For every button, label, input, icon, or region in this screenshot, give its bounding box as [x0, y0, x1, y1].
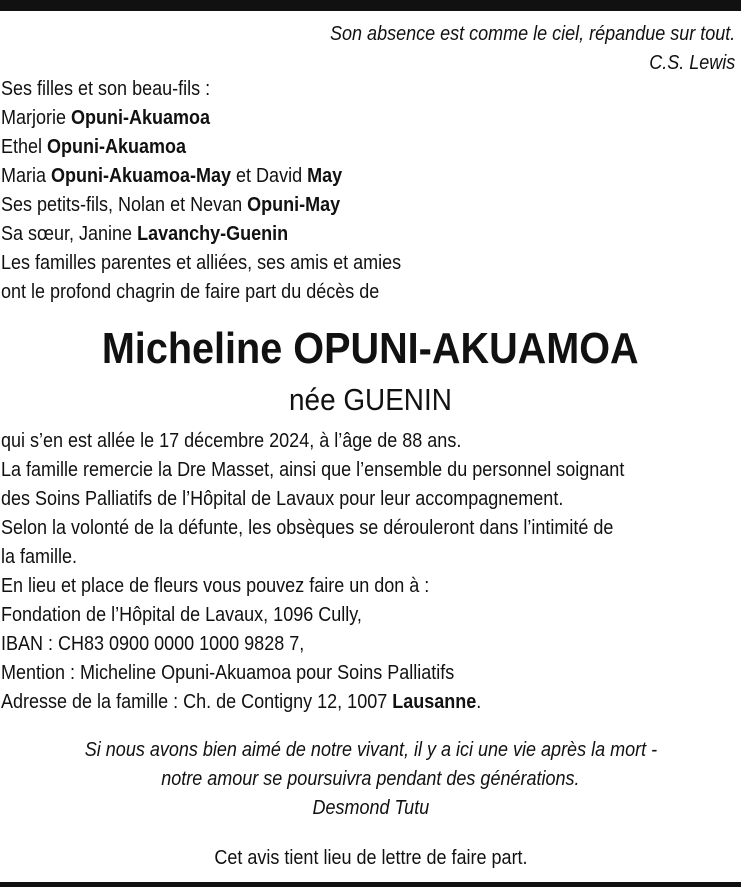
body-line: En lieu et place de fleurs vous pouvez faire un don à : [1, 575, 430, 597]
family-member: Ethel Opuni-Akuamoa [1, 136, 187, 158]
closing-note: Cet avis tient lieu de lettre de faire part. [213, 847, 528, 869]
announcement-line: ont le profond chagrin de faire part du décès de [1, 281, 380, 303]
opening-quote-text: Son absence est comme le ciel, répandue sur tout. [329, 23, 735, 45]
body-line: Fondation de l’Hôpital de Lavaux, 1096 Cully, [1, 604, 362, 626]
family-member: Maria Opuni-Akuamoa-May et David May [1, 165, 343, 187]
families-line: Les familles parentes et alliées, ses amis et amies [1, 252, 402, 274]
closing-quote-line: notre amour se poursuivra pendant des générations. [161, 768, 580, 790]
family-member: Marjorie Opuni-Akuamoa [1, 107, 211, 129]
maiden-name-block [0, 381, 741, 419]
body-line: IBAN : CH83 0900 0000 1000 9828 7, [1, 633, 305, 655]
deceased-name-block [0, 322, 741, 376]
deceased-name: Micheline OPUNI-AKUAMOA [102, 324, 639, 373]
family-address: Adresse de la famille : Ch. de Contigny 12, 1007 Lausanne. [1, 691, 482, 713]
closing-note-block [0, 844, 741, 873]
family-list [1, 75, 401, 307]
opening-quote-author: C.S. Lewis [648, 52, 735, 74]
top-border [0, 0, 741, 11]
bottom-border [0, 882, 741, 887]
body-line: La famille remercie la Dre Masset, ainsi que l’ensemble du personnel soignant [1, 459, 625, 481]
body-line: des Soins Palliatifs de l’Hôpital de Lavaux pour leur accompagnement. [1, 488, 564, 510]
closing-quote-line: Si nous avons bien aimé de notre vivant, il y a ici une vie après la mort - [84, 739, 657, 761]
maiden-name: née GUENIN [289, 382, 452, 417]
body-line: Mention : Micheline Opuni-Akuamoa pour Soins Palliatifs [1, 662, 455, 684]
closing-quote-author: Desmond Tutu [312, 797, 429, 819]
family-member: Ses petits-fils, Nolan et Nevan Opuni-May [1, 194, 341, 216]
body-line: la famille. [1, 546, 78, 568]
daughters-line: Ses filles et son beau-fils : [1, 78, 211, 100]
notice-body [1, 427, 624, 717]
closing-quote [0, 736, 741, 823]
body-line: qui s’en est allée le 17 décembre 2024, à l’âge de 88 ans. [1, 430, 462, 452]
family-member: Sa sœur, Janine Lavanchy-Guenin [1, 223, 289, 245]
body-line: Selon la volonté de la défunte, les obsèques se dérouleront dans l’intimité de [1, 517, 614, 539]
opening-quote [330, 20, 735, 78]
